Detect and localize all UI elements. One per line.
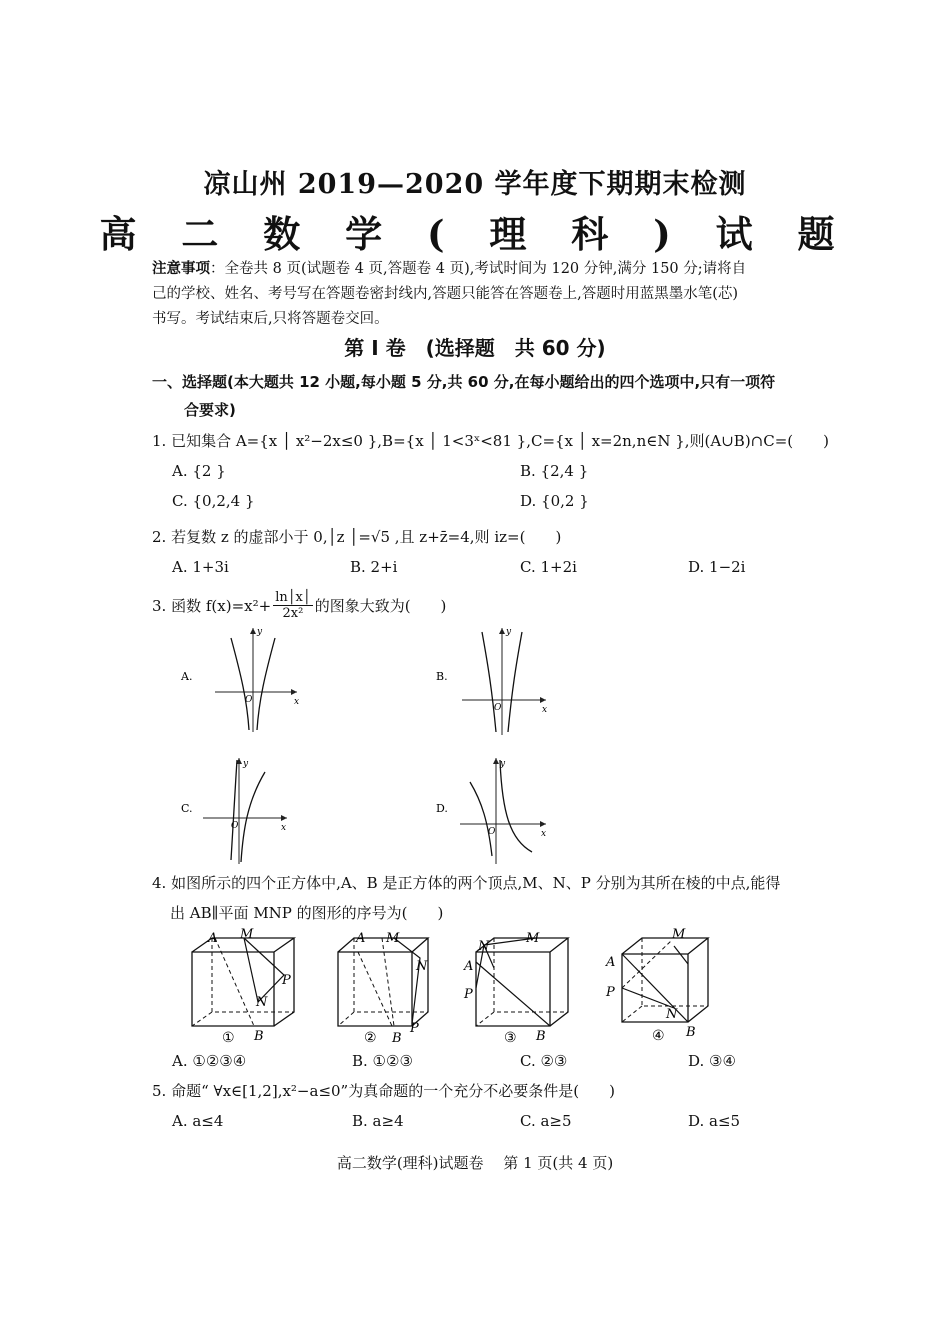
q3-stem-prefix: 3. 函数 f(x)=x²+	[152, 596, 272, 615]
notice-line-1: ：全卷共 8 页(试题卷 4 页,答题卷 4 页),考试时间为 120 分钟,满分 150 分;请将自	[210, 261, 747, 277]
vertex-n: N	[416, 959, 428, 974]
origin-label: O	[494, 703, 502, 713]
x-axis-arrow	[291, 689, 297, 695]
curve-left	[231, 760, 237, 860]
q3-stem	[152, 590, 446, 621]
section-line-2: 合要求)	[184, 401, 236, 419]
q3-frac-numerator: ln│x│	[275, 590, 311, 605]
origin-label: O	[245, 695, 253, 705]
q4-cube-2	[322, 928, 452, 1048]
notice-block	[152, 256, 832, 332]
notice-line-3: 书写。考试结束后,只将答题卷交回。	[152, 311, 389, 327]
q4-cube-1	[178, 928, 308, 1048]
y-axis-label: y	[500, 759, 506, 769]
section-heading	[152, 368, 842, 424]
q5-option-c: C. a≥5	[520, 1112, 572, 1130]
q4-option-b: B. ①②③	[352, 1052, 413, 1070]
y-axis-arrow	[493, 758, 499, 764]
q2-option-c: C. 1+2i	[520, 558, 577, 576]
vertex-p: P	[410, 1021, 419, 1036]
figure-number: ④	[652, 1028, 665, 1044]
q4-line-2: 出 AB∥平面 MNP 的图形的序号为( )	[170, 904, 444, 922]
page-footer: 高二数学(理科)试题卷 第 1 页(共 4 页)	[336, 1154, 614, 1172]
q3-graph-d	[432, 752, 572, 870]
q2-stem: 2. 若复数 z 的虚部小于 0,│z │=√5 ,且 z+z̄=4,则 iz=( )	[152, 528, 562, 546]
y-axis-label: y	[506, 627, 512, 637]
figure-number: ②	[364, 1030, 377, 1046]
x-axis-label: x	[294, 697, 300, 707]
q3-graph-c	[175, 752, 315, 870]
q4-option-a: A. ①②③④	[172, 1052, 247, 1070]
vertex-m: M	[526, 931, 540, 946]
q3-graph-a-label: A.	[181, 670, 193, 683]
q4-option-c: C. ②③	[520, 1052, 568, 1070]
curve-right	[241, 772, 265, 862]
q4-line-1: 4. 如图所示的四个正方体中,A、B 是正方体的两个顶点,M、N、P 分别为其所在棱的中点,能得	[152, 874, 781, 892]
q3-graph-d-label: D.	[436, 802, 448, 815]
q4-cube-4	[602, 924, 732, 1048]
curve-left	[482, 632, 496, 732]
vertex-m: M	[386, 931, 400, 946]
vertex-a: A	[606, 955, 616, 970]
vertex-a: A	[356, 931, 366, 946]
q4-option-d: D. ③④	[688, 1052, 736, 1070]
q4-cube-3	[460, 928, 590, 1048]
q3-frac-denominator: 2x²	[282, 606, 304, 621]
q3-graph-c-label: C.	[181, 802, 193, 815]
vertex-b: B	[686, 1025, 696, 1040]
q2-option-a: A. 1+3i	[172, 558, 229, 576]
curve-right	[508, 632, 522, 732]
y-axis-arrow	[499, 628, 505, 634]
q1-option-b: B. {2,4 }	[520, 462, 589, 480]
vertex-m: M	[672, 927, 686, 942]
q3-graph-a	[175, 620, 315, 740]
vertex-p: P	[282, 973, 291, 988]
vertex-a: A	[464, 959, 474, 974]
notice-label: 注意事项	[152, 260, 210, 277]
vertex-p: P	[464, 987, 473, 1002]
origin-label: O	[231, 821, 239, 831]
vertex-n: N	[256, 995, 268, 1010]
x-axis-label: x	[281, 823, 287, 833]
x-axis-arrow	[540, 697, 546, 703]
y-axis-arrow	[250, 628, 256, 634]
q3-stem-suffix: 的图象大致为( )	[314, 596, 447, 615]
q3-fraction	[273, 590, 313, 621]
vertex-p: P	[606, 985, 615, 1000]
vertex-m: M	[240, 928, 254, 942]
x-axis-label: x	[541, 829, 547, 839]
vertex-a: A	[208, 931, 218, 946]
vertex-b: B	[392, 1031, 402, 1046]
origin-label: O	[488, 827, 496, 837]
notice-line-2: 己的学校、姓名、考号写在答题卷密封线内,答题只能答在答题卷上,答题时用蓝黑墨水笔(芯)	[152, 286, 739, 302]
exam-title: 凉山州 2019—2020 学年度下期期末检测	[203, 169, 747, 200]
x-axis-arrow	[281, 815, 287, 821]
vertex-b: B	[536, 1029, 546, 1044]
q3-graph-b	[432, 620, 572, 740]
figure-number: ①	[222, 1030, 235, 1046]
q5-option-d: D. a≤5	[688, 1112, 741, 1130]
q2-option-b: B. 2+i	[350, 558, 398, 576]
part-heading: 第 Ⅰ 卷 (选择题 共 60 分)	[344, 336, 606, 360]
q3-graph-b-label: B.	[436, 670, 448, 683]
q2-option-d: D. 1−2i	[688, 558, 746, 576]
curve-right	[257, 638, 275, 730]
q1-option-a: A. {2 }	[172, 462, 226, 480]
x-axis-label: x	[542, 705, 548, 715]
curve-right	[500, 760, 532, 852]
y-axis-label: y	[257, 627, 263, 637]
q1-option-d: D. {0,2 }	[520, 492, 589, 510]
section-line-1: 一、选择题(本大题共 12 小题,每小题 5 分,共 60 分,在每小题给出的四个选项中,只有一项符	[152, 373, 776, 391]
vertex-n: N	[478, 939, 490, 954]
q5-option-a: A. a≤4	[172, 1112, 224, 1130]
vertex-b: B	[254, 1029, 264, 1044]
q5-stem: 5. 命题“ ∀x∈[1,2],x²−a≤0”为真命题的一个充分不必要条件是( )	[152, 1082, 615, 1100]
curve-left	[470, 782, 492, 856]
figure-number: ③	[504, 1030, 517, 1046]
curve-left	[231, 638, 249, 730]
x-axis-arrow	[540, 821, 546, 827]
exam-subtitle: 高 二 数 学 ( 理 科 ) 试 题	[99, 212, 851, 256]
y-axis-label: y	[243, 759, 249, 769]
q1-option-c: C. {0,2,4 }	[172, 492, 255, 510]
q5-option-b: B. a≥4	[352, 1112, 404, 1130]
vertex-n: N	[666, 1007, 678, 1022]
q1-stem: 1. 已知集合 A={x │ x²−2x≤0 },B={x │ 1<3ˣ<81 },C={x │ x=2n,n∈N },则(A∪B)∩C=( )	[152, 432, 829, 450]
